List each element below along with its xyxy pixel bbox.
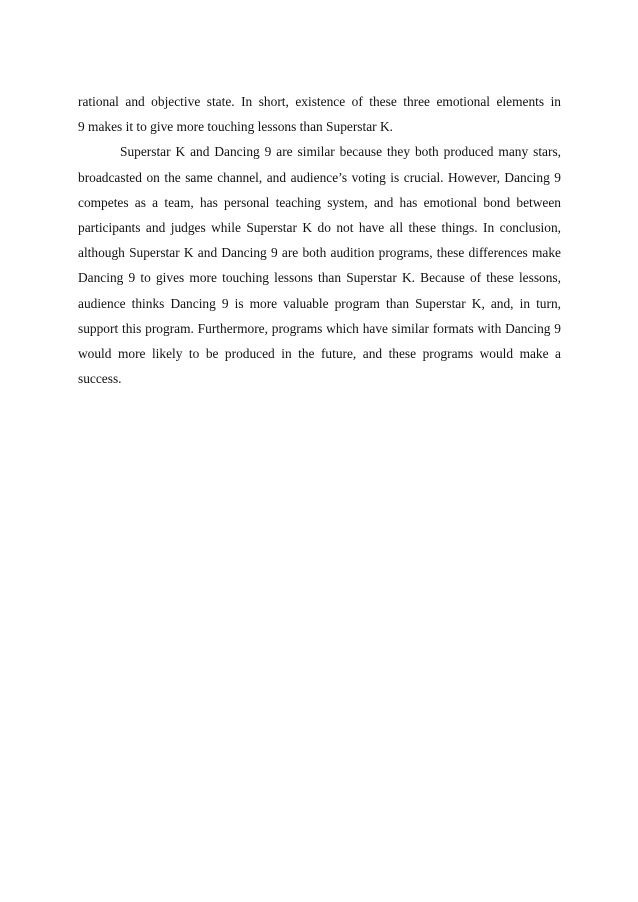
text-line-8: Dancing 9 to gives more touching lessons than Superstar K. Because of these lessons, [78,270,561,286]
text-line-2: 9 makes it to give more touching lessons than Superstar K. [78,119,394,135]
text-line-12: success. [78,371,122,387]
text-line-3: Superstar K and Dancing 9 are similar because they both produced many stars, [120,144,561,160]
body-text [78,89,561,391]
text-line-5: competes as a team, has personal teaching system, and has emotional bond between [78,194,561,210]
text-line-10: support this program. Furthermore, programs which have similar formats with Dancing 9 [78,320,561,336]
text-line-7: although Superstar K and Dancing 9 are both audition programs, these differences make [78,245,561,261]
text-line-11: would more likely to be produced in the future, and these programs would make a [78,345,561,361]
text-line-9: audience thinks Dancing 9 is more valuable program than Superstar K, and, in turn, [78,295,561,311]
text-line-4: broadcasted on the same channel, and audience’s voting is crucial. However, Dancing 9 [78,169,561,185]
text-line-1: rational and objective state. In short, existence of these three emotional elements in [78,94,561,109]
text-line-6: participants and judges while Superstar K do not have all these things. In conclusion, [78,219,561,235]
